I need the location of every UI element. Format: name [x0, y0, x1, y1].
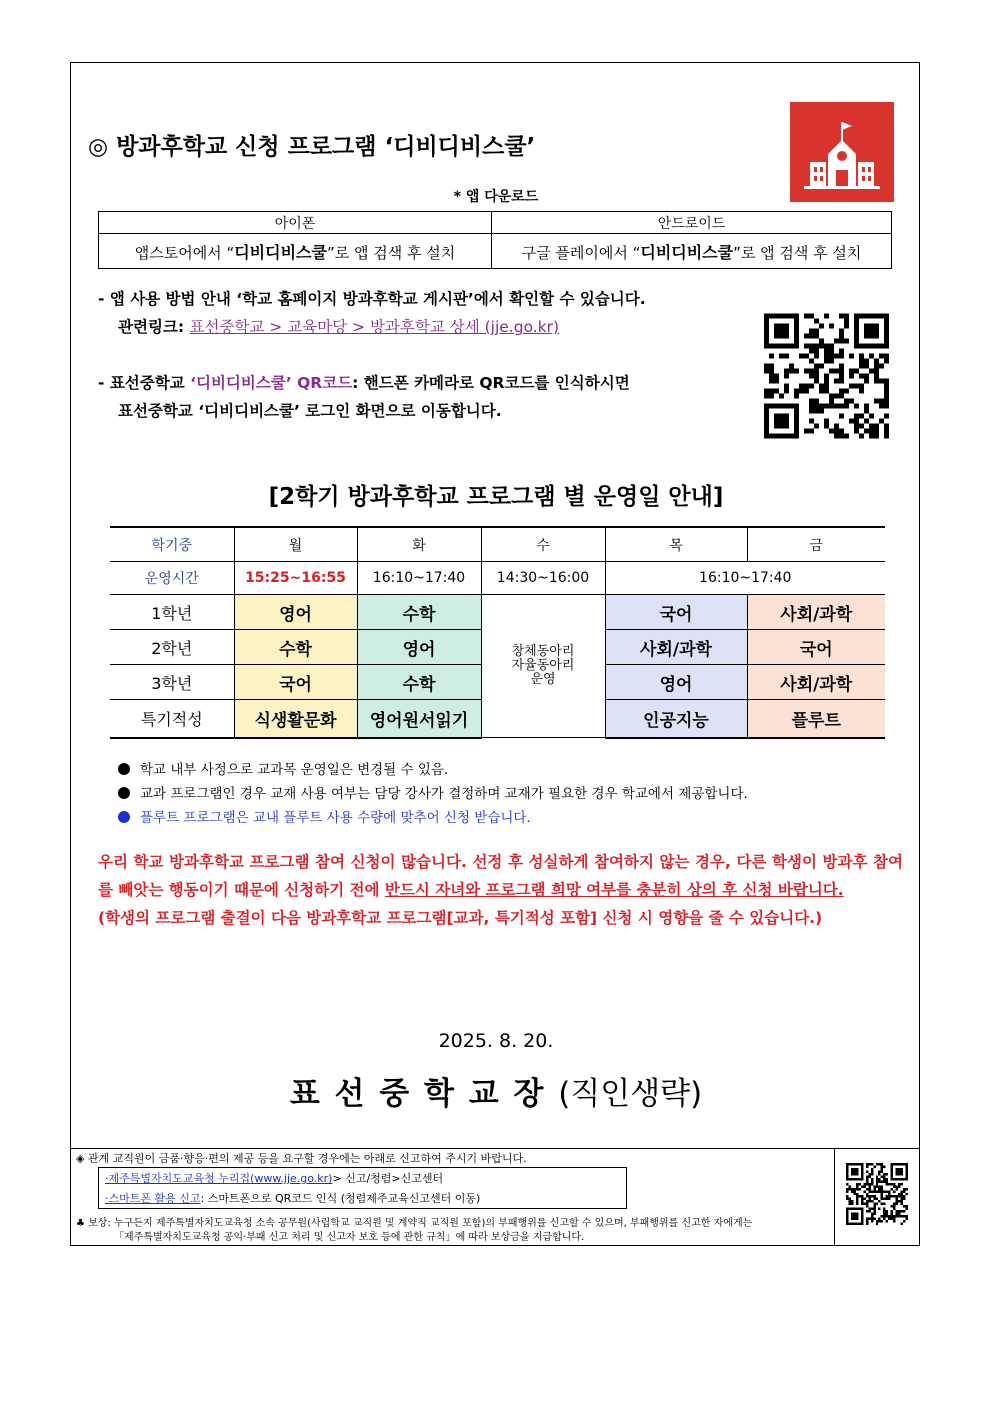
cell-tue: 영어원서읽기: [357, 700, 481, 738]
cell-thu: 국어: [605, 595, 747, 630]
header-wed: 수: [481, 527, 605, 562]
page-title: ◎ 방과후학교 신청 프로그램 ‘디비디비스쿨’: [88, 134, 536, 160]
row-label: 2학년: [110, 630, 234, 665]
qr-guide-line1: - 표선중학교 ‘디비디비스쿨’ QR코드: 핸드폰 카메라로 QR코드를 인식하시면: [98, 374, 630, 392]
cell-fri: 국어: [747, 630, 885, 665]
row-label: 특기적성: [110, 700, 234, 738]
time-label: 운영시간: [110, 562, 234, 595]
time-tue: 16:10~17:40: [357, 562, 481, 595]
app-download-caption: * 앱 다운로드: [453, 189, 539, 205]
cell-thu: 사회/과학: [605, 630, 747, 665]
note-item: 플루트 프로그램은 교내 플루트 사용 수량에 맞추어 신청 받습니다.: [118, 806, 531, 826]
footer-divider: [834, 1148, 920, 1149]
note-item: 교과 프로그램인 경우 교재 사용 여부는 담당 강사가 결정하며 교재가 필요한 경우 학교에서 제공합니다.: [118, 782, 748, 802]
footer-report-notice: ◈ 관계 교직원이 금품·향응·편의 제공 등을 요구할 경우에는 아래로 신고하여 주시기 바랍니다.: [76, 1152, 527, 1165]
time-mon: 15:25~16:55: [234, 562, 357, 595]
cell-mon: 식생활문화: [234, 700, 357, 738]
cell-tue: 수학: [357, 595, 481, 630]
android-header: 안드로이드: [492, 212, 892, 234]
row-label: 3학년: [110, 665, 234, 700]
header-thu: 목: [605, 527, 747, 562]
header-fri: 금: [747, 527, 885, 562]
footer-divider: [70, 1148, 834, 1149]
header-tue: 화: [357, 527, 481, 562]
cell-mon: 수학: [234, 630, 357, 665]
app-download-table: [98, 211, 892, 269]
cell-tue: 영어: [357, 630, 481, 665]
document-date: 2025. 8. 20.: [438, 1030, 554, 1052]
bullet-icon: [118, 763, 130, 775]
android-instruction: 구글 플레이에서 “디비디비스쿨”로 앱 검색 후 설치: [492, 234, 892, 269]
smartphone-report-label: ·스마트폰 활용 신고: [105, 1192, 201, 1205]
related-link-label: 관련링크:: [118, 318, 185, 336]
time-thu-fri: 16:10~17:40: [605, 562, 885, 595]
cell-mon: 영어: [234, 595, 357, 630]
cell-thu: 인공지능: [605, 700, 747, 738]
reward-notice-1: ♣ 보상: 누구든지 제주특별자치도교육청 소속 공무원(사립학교 교직원 및 계약직 교직원 포함)의 부패행위를 신고할 수 있으며, 부패행위를 신고한 자에게는: [76, 1218, 753, 1229]
signature: 표 선 중 학 교 장 (직인생략): [289, 1076, 703, 1112]
footer-divider: [834, 1148, 835, 1246]
header-term: 학기중: [110, 527, 234, 562]
cell-thu: 영어: [605, 665, 747, 700]
row-label: 1학년: [110, 595, 234, 630]
warning-message: 우리 학교 방과후학교 프로그램 참여 신청이 많습니다. 선정 후 성실하게 참여하지 않는 경우, 다른 학생이 방과후 참여를 빼앗는 행동이기 때문에 신청하기 전에 반드시 자녀와 프로그램 희망 여부를 충분히 상의 후 신청 바랍니다. (학생의 프로그램 출결이 다음 방과후학교 프로그램[교과, 특기적성 포함] 신청 시 영향을 줄 수 있습니다.): [98, 853, 903, 927]
report-channel-box: ·제주특별자치도교육청 누리집(www.jje.go.kr)> 신고/청렴>신고센터 ·스마트폰 활용 신고: 스마트폰으로 QR코드 인식 (청렴제주교육신고센터 이동): [98, 1167, 627, 1209]
cell-tue: 수학: [357, 665, 481, 700]
wednesday-note: 창체동아리 자율동아리 운영: [481, 595, 605, 738]
bullet-icon: [118, 787, 130, 799]
time-wed: 14:30~16:00: [481, 562, 605, 595]
related-link[interactable]: 표선중학교 > 교육마당 > 방과후학교 상세 (jje.go.kr): [189, 318, 560, 336]
cell-fri: 사회/과학: [747, 665, 885, 700]
iphone-header: 아이폰: [99, 212, 492, 234]
qr-guide-line2: 표선중학교 ‘디비디비스쿨’ 로그인 화면으로 이동합니다.: [118, 402, 502, 420]
cell-mon: 국어: [234, 665, 357, 700]
note-item: 학교 내부 사정으로 교과목 운영일은 변경될 수 있음.: [118, 758, 448, 778]
cell-fri: 플루트: [747, 700, 885, 738]
usage-guide: - 앱 사용 방법 안내 ‘학교 홈페이지 방과후학교 게시판’에서 확인할 수 있습니다.: [98, 290, 646, 308]
iphone-instruction: 앱스토어에서 “디비디비스쿨”로 앱 검색 후 설치: [99, 234, 492, 269]
report-site-link[interactable]: ·제주특별자치도교육청 누리집(www.jje.go.kr): [105, 1172, 333, 1185]
schedule-title: [2학기 방과후학교 프로그램 별 운영일 안내]: [268, 484, 724, 510]
bullet-icon: [118, 811, 130, 823]
header-mon: 월: [234, 527, 357, 562]
report-qr-code[interactable]: [846, 1163, 908, 1225]
cell-fri: 사회/과학: [747, 595, 885, 630]
reward-notice-2: 「제주특별자치도교육청 공익·부패 신고 처리 및 신고자 보호 등에 관한 규칙」에 따라 보상금을 지급합니다.: [114, 1232, 585, 1243]
app-qr-code[interactable]: [764, 313, 889, 439]
schedule-table: [110, 526, 885, 739]
related-link-row: [118, 315, 559, 337]
